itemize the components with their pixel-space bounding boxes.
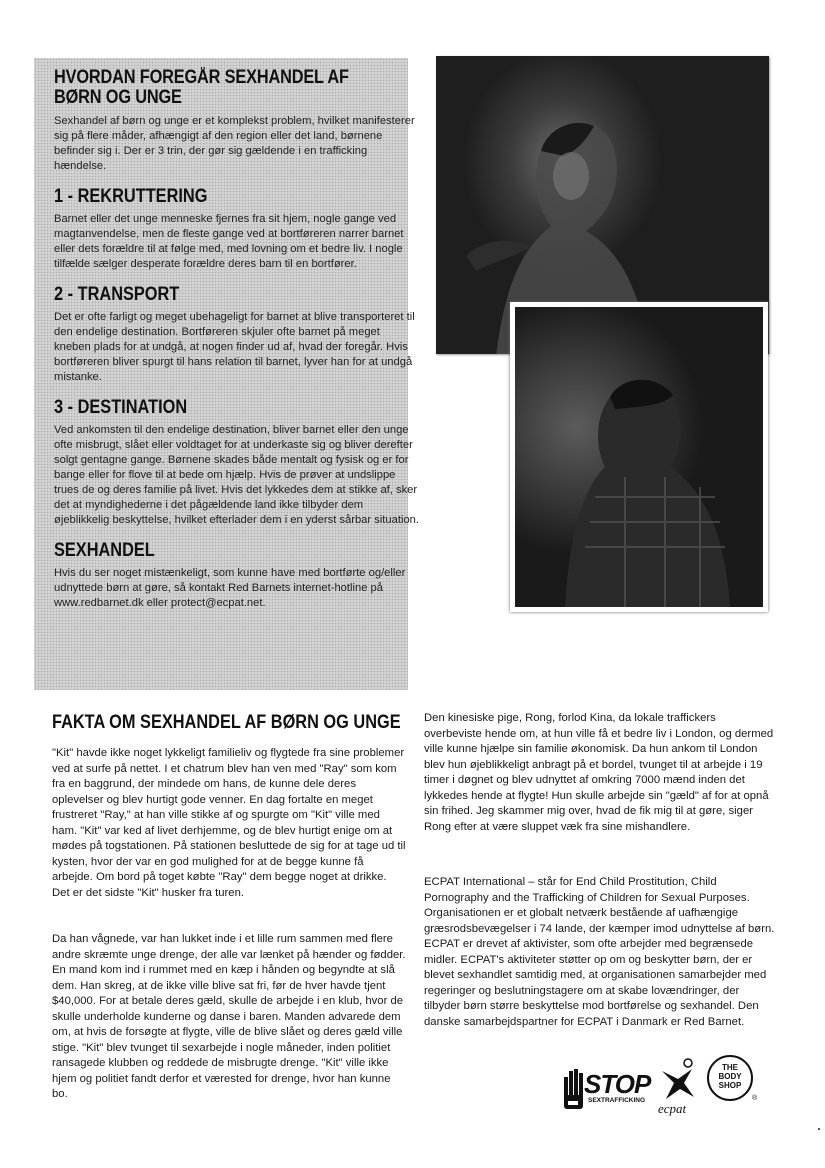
right-column [424, 711, 776, 1030]
fakta-title: FAKTA OM SEXHANDEL AF BØRN OG UNGE [52, 712, 401, 733]
fakta-section [52, 712, 407, 1103]
info-box-title: HVORDAN FOREGÅR SEXHANDEL AF BØRN OG UNGE [54, 67, 349, 108]
registered-mark: ® [752, 1095, 758, 1102]
rong-story-paragraph: Den kinesiske pige, Rong, forlod Kina, da lokale traffickers overbeviste hende om, at hun ville få et bedre liv i London, og dermed ville kunne hjælpe sin familie økonomisk. Da hun ankom til London blev hun øjeblikkeligt anbragt på et bordel, tvunget til at arbejde i 19 timer i døgnet og blev udnyttet af omkring 7000 mænd inden det lykkedes hende at flygte! Hun skulle arbejde sin "gæld" af for at opnå sin frihed. Jeg skammer mig over, hvad de fik mig til at gøre, siger Rong efter at være sluppet væk fra sine mishandlere. [424, 712, 774, 833]
section-heading-transport: 2 - TRANSPORT [54, 284, 180, 305]
ecpat-word: ecpat [658, 1101, 687, 1116]
section-text-rekruttering: Barnet eller det unge menneske fjernes fra sit hjem, nogle gange ved magtanvendelse, men de fleste gange ved at bortføreren narrer barnet eller dets forældre til at følge med, med lovning om et bedre liv. I nogle tilfælde sælger desperate forældre deres barn til en bortfører. [54, 213, 404, 270]
ecpat-logo [658, 1057, 700, 1121]
stop-sextrafficking-logo [562, 1063, 651, 1115]
section-heading-rekruttering: 1 - REKRUTTERING [54, 186, 208, 207]
photo-boy [510, 302, 768, 612]
body-shop-line-2: BODY [718, 1072, 742, 1081]
section-text-destination: Ved ankomsten til den endelige destination, bliver barnet eller den unge ofte misbrugt, slået eller voldtaget for at underkaste sig og bliver derefter solgt gentagne gange. Børnene skades både mentalt og fysisk og er for bange eller for flove til at bede om hjælp. Hvis de prøver at undslippe trues de og deres familie på livet. Hvis det lykkedes dem at stikke af, sker det at myndighederne i det pågældende land ikke tilbyder dem øjeblikkelig beskyttelse, hvilket efterlader dem i en yderst sårbar situation. [54, 424, 420, 526]
fakta-paragraph-2: Da han vågnede, var han lukket inde i et lille rum sammen med flere andre skræmte unge drenge, der alle var lænket på hænder og fødder. En mand kom ind i rummet med en kæp i hånden og begyndte at slå dem. Han skreg, at de ikke ville blive sat fri, før de hver havde tjent $40,000. For at betale deres gæld, skulle de arbejde i en klub, hvor de skulle underholde kunderne og danse i baren. Manden advarede dem om, at hvis de forsøgte at flygte, ville de blive slået og deres gæld ville stige. "Kit" blev tvunget til sexarbejde i nogle måneder, inden politiet ransagede klubben og reddede de misbrugte drenge. "Kit" ville ikke hjem og politiet fandt derfor et værested for drenge, hvor han kunne bo. [52, 933, 406, 1100]
section-heading-sexhandel: SEXHANDEL [54, 540, 155, 561]
stop-word: STOP [584, 1069, 651, 1099]
boy-silhouette [515, 307, 763, 607]
section-text-transport: Det er ofte farligt og meget ubehageligt for barnet at blive transporteret til den endelige destination. Bortføreren skjuler ofte barnet på meget kneben plads for at undgå, at nogen finder ud af, hvad der foregår. Hvis bortføreren bliver spurgt til hans relation til barnet, lyver han for at undgå mistanke. [54, 311, 415, 383]
body-shop-logo [707, 1055, 753, 1101]
section-text-sexhandel: Hvis du ser noget mistænkeligt, som kunne have med bortførte og/eller udnyttede børn at gøre, så kontakt Red Barnets internet-hotline på www.redbarnet.dk eller protect@ecpat.net. [54, 567, 406, 609]
body-shop-line-1: THE [722, 1063, 738, 1072]
ecpat-figure-icon [658, 1057, 700, 1101]
info-box-intro: Sexhandel af børn og unge er et komplekst problem, hvilket manifesterer sig på flere måder, afhængigt af den region eller det land, børnene befinder sig i. Der er 3 trin, der gør sig gældende i en trafficking hændelse. [54, 115, 415, 172]
fakta-paragraph-1: "Kit" havde ikke noget lykkeligt familieliv og flygtede fra sine problemer ved at surfe på nettet. I et chatrum blev han ven med "Ray" som kom fra en baggrund, der mindede om hans, de kunne dele deres oplevelser og blev hurtigt gode venner. En dag fortalte en meget frustreret "Ray," at han ville stikke af og spurgte om "Kit" ville med ham. "Kit" var ked af livet derhjemme, og de blev hurtigt enige om at mødes på togstationen. På stationen besluttede de sig for at tage ud til kysten, hvor der var en god mulighed for at de begge kunne få arbejde. Om bord på toget købte "Ray" dem begge noget at drikke. Det er det sidste "Kit" husker fra turen. [52, 747, 406, 899]
logo-row [562, 1055, 762, 1125]
body-shop-line-3: SHOP [718, 1081, 742, 1090]
section-heading-destination: 3 - DESTINATION [54, 397, 188, 418]
stop-subtitle: SEXTRAFFICKING [588, 1097, 646, 1104]
info-box [34, 58, 420, 690]
scan-mark [818, 1128, 820, 1130]
ecpat-paragraph: ECPAT International – står for End Child Prostitution, Child Pornography and the Trafficking of Children for Sexual Purposes. Organisationen er et globalt netværk bestående af uafhængige græsrodsbevægelser i 74 lande, der kæmper imod udnyttelse af børn. ECPAT er drevet af aktivister, som ofte arbejder med begrænsede midler. ECPAT's aktiviteter støtter op om og beskytter børn, der er blevet sexhandlet samtidig med, at organisationen samarbejder med regeringer og beslutningstagere om at skabe lovændringer, der tilbyder børn større beskyttelse mod bortførelse og sexhandel. Den danske samarbejdspartner for ECPAT i Danmark er Red Barnet. [424, 876, 775, 1028]
